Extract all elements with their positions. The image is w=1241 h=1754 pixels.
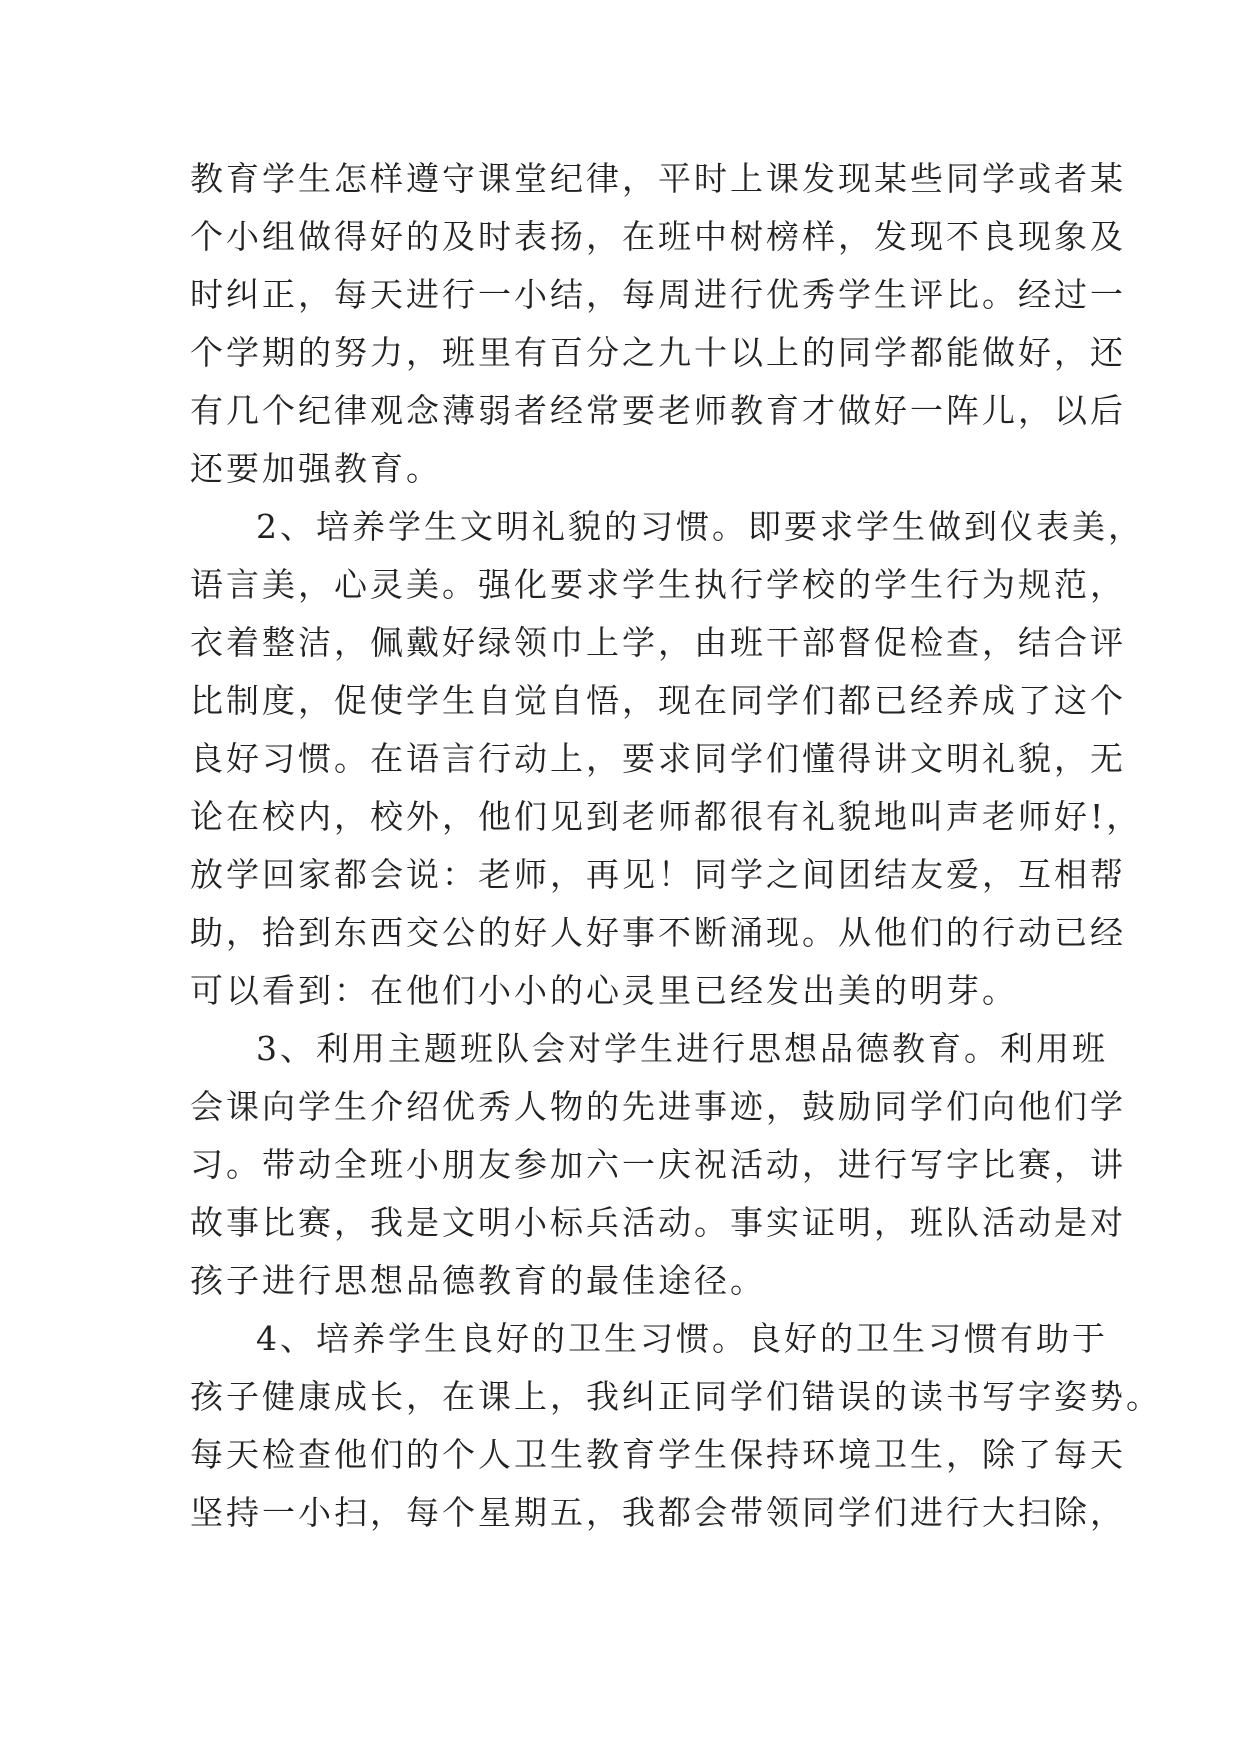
text-line: 还要加强教育。 <box>190 449 442 488</box>
text-line: 助，拾到东西交公的好人好事不断涌现。从他们的行动已经 <box>190 913 1126 952</box>
text-line: 可以看到：在他们小小的心灵里已经发出美的明芽。 <box>190 971 1018 1010</box>
text-line: 论在校内，校外，他们见到老师都很有礼貌地叫声老师好!， <box>190 797 1143 836</box>
text-line: 良好习惯。在语言行动上，要求同学们懂得讲文明礼貌，无 <box>190 739 1126 778</box>
text-line: 故事比赛，我是文明小标兵活动。事实证明，班队活动是对 <box>190 1203 1126 1242</box>
text-line: 孩子进行思想品德教育的最佳途径。 <box>190 1261 766 1300</box>
text-line: 会课向学生介绍优秀人物的先进事迹，鼓励同学们向他们学 <box>190 1087 1126 1126</box>
body-text <box>190 150 1162 1542</box>
paragraph-first-line: 3、利用主题班队会对学生进行思想品德教育。利用班 <box>256 1029 1108 1068</box>
text-line: 孩子健康成长，在课上，我纠正同学们错误的读书写字姿势。 <box>190 1377 1162 1416</box>
text-line: 坚持一小扫，每个星期五，我都会带领同学们进行大扫除， <box>190 1493 1126 1532</box>
text-line: 衣着整洁，佩戴好绿领巾上学，由班干部督促检查，结合评 <box>190 623 1126 662</box>
paragraph-first-line: 4、培养学生良好的卫生习惯。良好的卫生习惯有助于 <box>256 1319 1108 1358</box>
text-line: 有几个纪律观念薄弱者经常要老师教育才做好一阵儿，以后 <box>190 391 1126 430</box>
text-line: 比制度，促使学生自觉自悟，现在同学们都已经养成了这个 <box>190 681 1126 720</box>
text-line: 教育学生怎样遵守课堂纪律，平时上课发现某些同学或者某 <box>190 159 1126 198</box>
text-line: 语言美，心灵美。强化要求学生执行学校的学生行为规范， <box>190 565 1126 604</box>
text-line: 个小组做得好的及时表扬，在班中树榜样，发现不良现象及 <box>190 217 1126 256</box>
text-line: 每天检查他们的个人卫生教育学生保持环境卫生，除了每天 <box>190 1435 1126 1474</box>
paragraph-first-line: 2、培养学生文明礼貌的习惯。即要求学生做到仪表美， <box>256 507 1144 546</box>
text-line: 放学回家都会说：老师，再见！同学之间团结友爱，互相帮 <box>190 855 1126 894</box>
text-line: 个学期的努力，班里有百分之九十以上的同学都能做好，还 <box>190 333 1126 372</box>
text-line: 习。带动全班小朋友参加六一庆祝活动，进行写字比赛，讲 <box>190 1145 1126 1184</box>
text-line: 时纠正，每天进行一小结，每周进行优秀学生评比。经过一 <box>190 275 1126 314</box>
